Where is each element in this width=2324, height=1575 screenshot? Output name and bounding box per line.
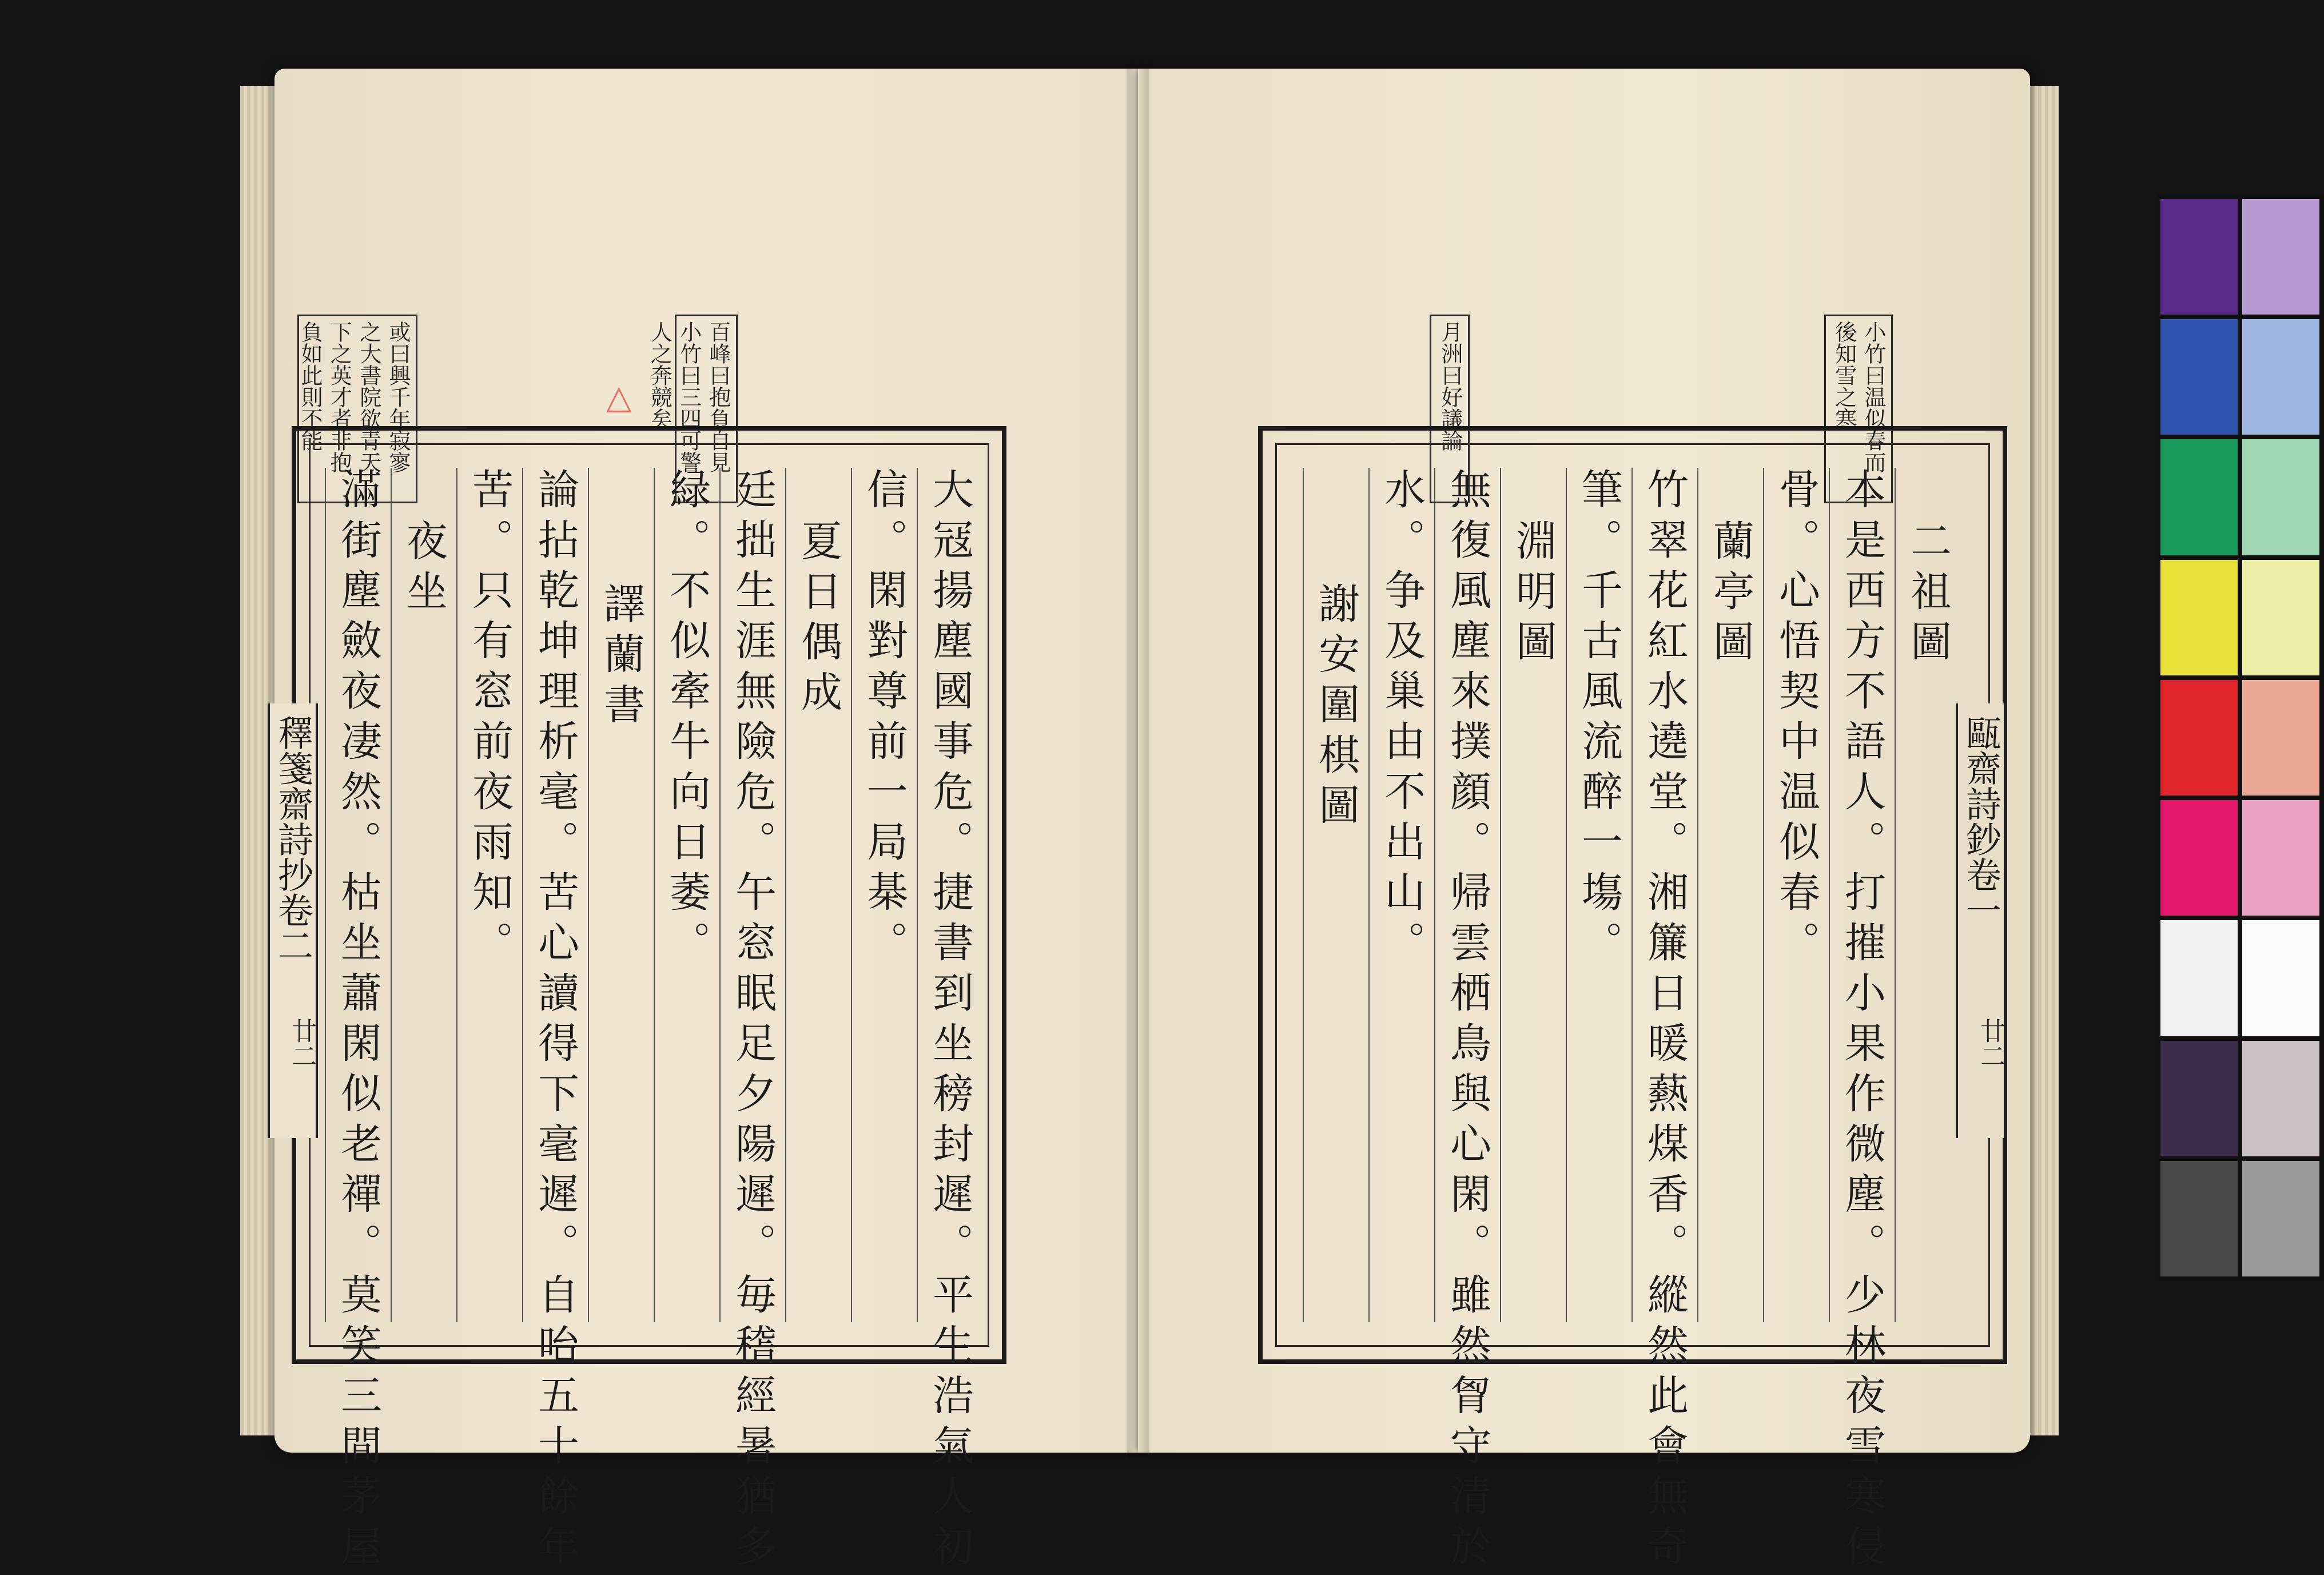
right-col-9: 水。争及巢由不出山。 bbox=[1368, 468, 1434, 1322]
color-swatch-1 bbox=[2160, 199, 2238, 315]
left-col-9: 夜坐 bbox=[391, 468, 456, 1322]
color-swatch-2 bbox=[2242, 199, 2319, 315]
color-swatch-11 bbox=[2160, 800, 2238, 916]
left-col-10: 滿街塵斂夜凄然。枯坐蕭閑似老禪。莫笑三間茅屋 bbox=[325, 468, 390, 1322]
left-col-5: 緑。不似牽牛向日萎。 bbox=[654, 468, 719, 1322]
left-inner-border bbox=[309, 443, 989, 1575]
color-swatch-13 bbox=[2160, 920, 2238, 1036]
color-swatch-3 bbox=[2160, 319, 2238, 435]
right-folio-number: 廿二 bbox=[1976, 1018, 2005, 1068]
red-triangle-mark: △ bbox=[606, 377, 632, 416]
color-swatch-5 bbox=[2160, 439, 2238, 555]
color-swatch-12 bbox=[2242, 800, 2319, 916]
right-inner-border bbox=[1275, 443, 1990, 1575]
left-block-center-title: 䆁箋齋詩抄卷二 bbox=[268, 703, 318, 1138]
left-col-2: 信。閑對尊前一局棊。 bbox=[851, 468, 916, 1322]
left-col-4: 廷拙生涯無險危。午窓眠足夕陽遲。毎𥡴經暑猶多 bbox=[719, 468, 785, 1322]
left-col-1: 大冦揚塵國事危。捷書到坐䅭封遲。平生浩氣人初 bbox=[917, 468, 982, 1322]
left-col-6: 譯蘭書 bbox=[588, 468, 653, 1322]
margin-note-left-2: 或曰興千年寂寥 之大書院欲青天 下之英才者非抱 負如此則不能 bbox=[297, 315, 417, 503]
right-text-frame bbox=[1258, 426, 2007, 1575]
left-col-7: 論拈乾坤理析毫。苦心讀得下毫遲。自咍五十餘年 bbox=[522, 468, 587, 1322]
right-col-6: 筆。千古風流醉一塲。 bbox=[1566, 468, 1631, 1322]
margin-note-right-2: 小竹曰温似春而 後知雪之寒 bbox=[1824, 315, 1893, 503]
right-block-center-title: 甌齋詩鈔卷一 bbox=[1956, 703, 2006, 1138]
right-col-10: 謝安圍棋圖 bbox=[1303, 468, 1368, 1322]
right-col-2: 本是西方不語人。打摧小果作微塵。少林夜雪寒侵 bbox=[1829, 468, 1894, 1322]
color-swatch-16 bbox=[2242, 1041, 2319, 1156]
right-col-1: 二祖圖 bbox=[1895, 468, 1960, 1322]
left-folio-number: 廿二 bbox=[287, 1018, 316, 1068]
color-swatch-17 bbox=[2160, 1161, 2238, 1276]
left-col-3: 夏日偶成 bbox=[785, 468, 850, 1322]
margin-note-right-1: 月洲曰好議論 bbox=[1430, 315, 1470, 503]
right-col-7: 淵明圖 bbox=[1500, 468, 1565, 1322]
right-col-8: 無復風塵來撲顔。帰雲栖鳥與心閑。雖然胷守清於 bbox=[1434, 468, 1499, 1322]
color-swatch-14 bbox=[2242, 920, 2319, 1036]
book-gutter bbox=[1127, 69, 1149, 1453]
color-swatch-7 bbox=[2160, 560, 2238, 675]
margin-note-left-1: 百峰曰抱負自見 小竹曰三四可警 人之奔競矣 bbox=[675, 315, 738, 503]
color-swatch-8 bbox=[2242, 560, 2319, 675]
color-swatch-15 bbox=[2160, 1041, 2238, 1156]
left-text-frame bbox=[292, 426, 1006, 1575]
color-swatch-10 bbox=[2242, 680, 2319, 796]
right-col-3: 骨。心悟契中温似春。 bbox=[1763, 468, 1828, 1322]
left-col-8: 苦。只有窓前夜雨知。 bbox=[456, 468, 522, 1322]
color-calibration-chart bbox=[2156, 194, 2324, 1281]
color-swatch-18 bbox=[2242, 1161, 2319, 1276]
color-swatch-4 bbox=[2242, 319, 2319, 435]
right-col-4: 蘭亭圖 bbox=[1697, 468, 1762, 1322]
right-col-5: 竹翠花紅水遶堂。湘簾日暖爇煤香。縱然此會無奇 bbox=[1631, 468, 1697, 1322]
color-swatch-6 bbox=[2242, 439, 2319, 555]
color-swatch-9 bbox=[2160, 680, 2238, 796]
